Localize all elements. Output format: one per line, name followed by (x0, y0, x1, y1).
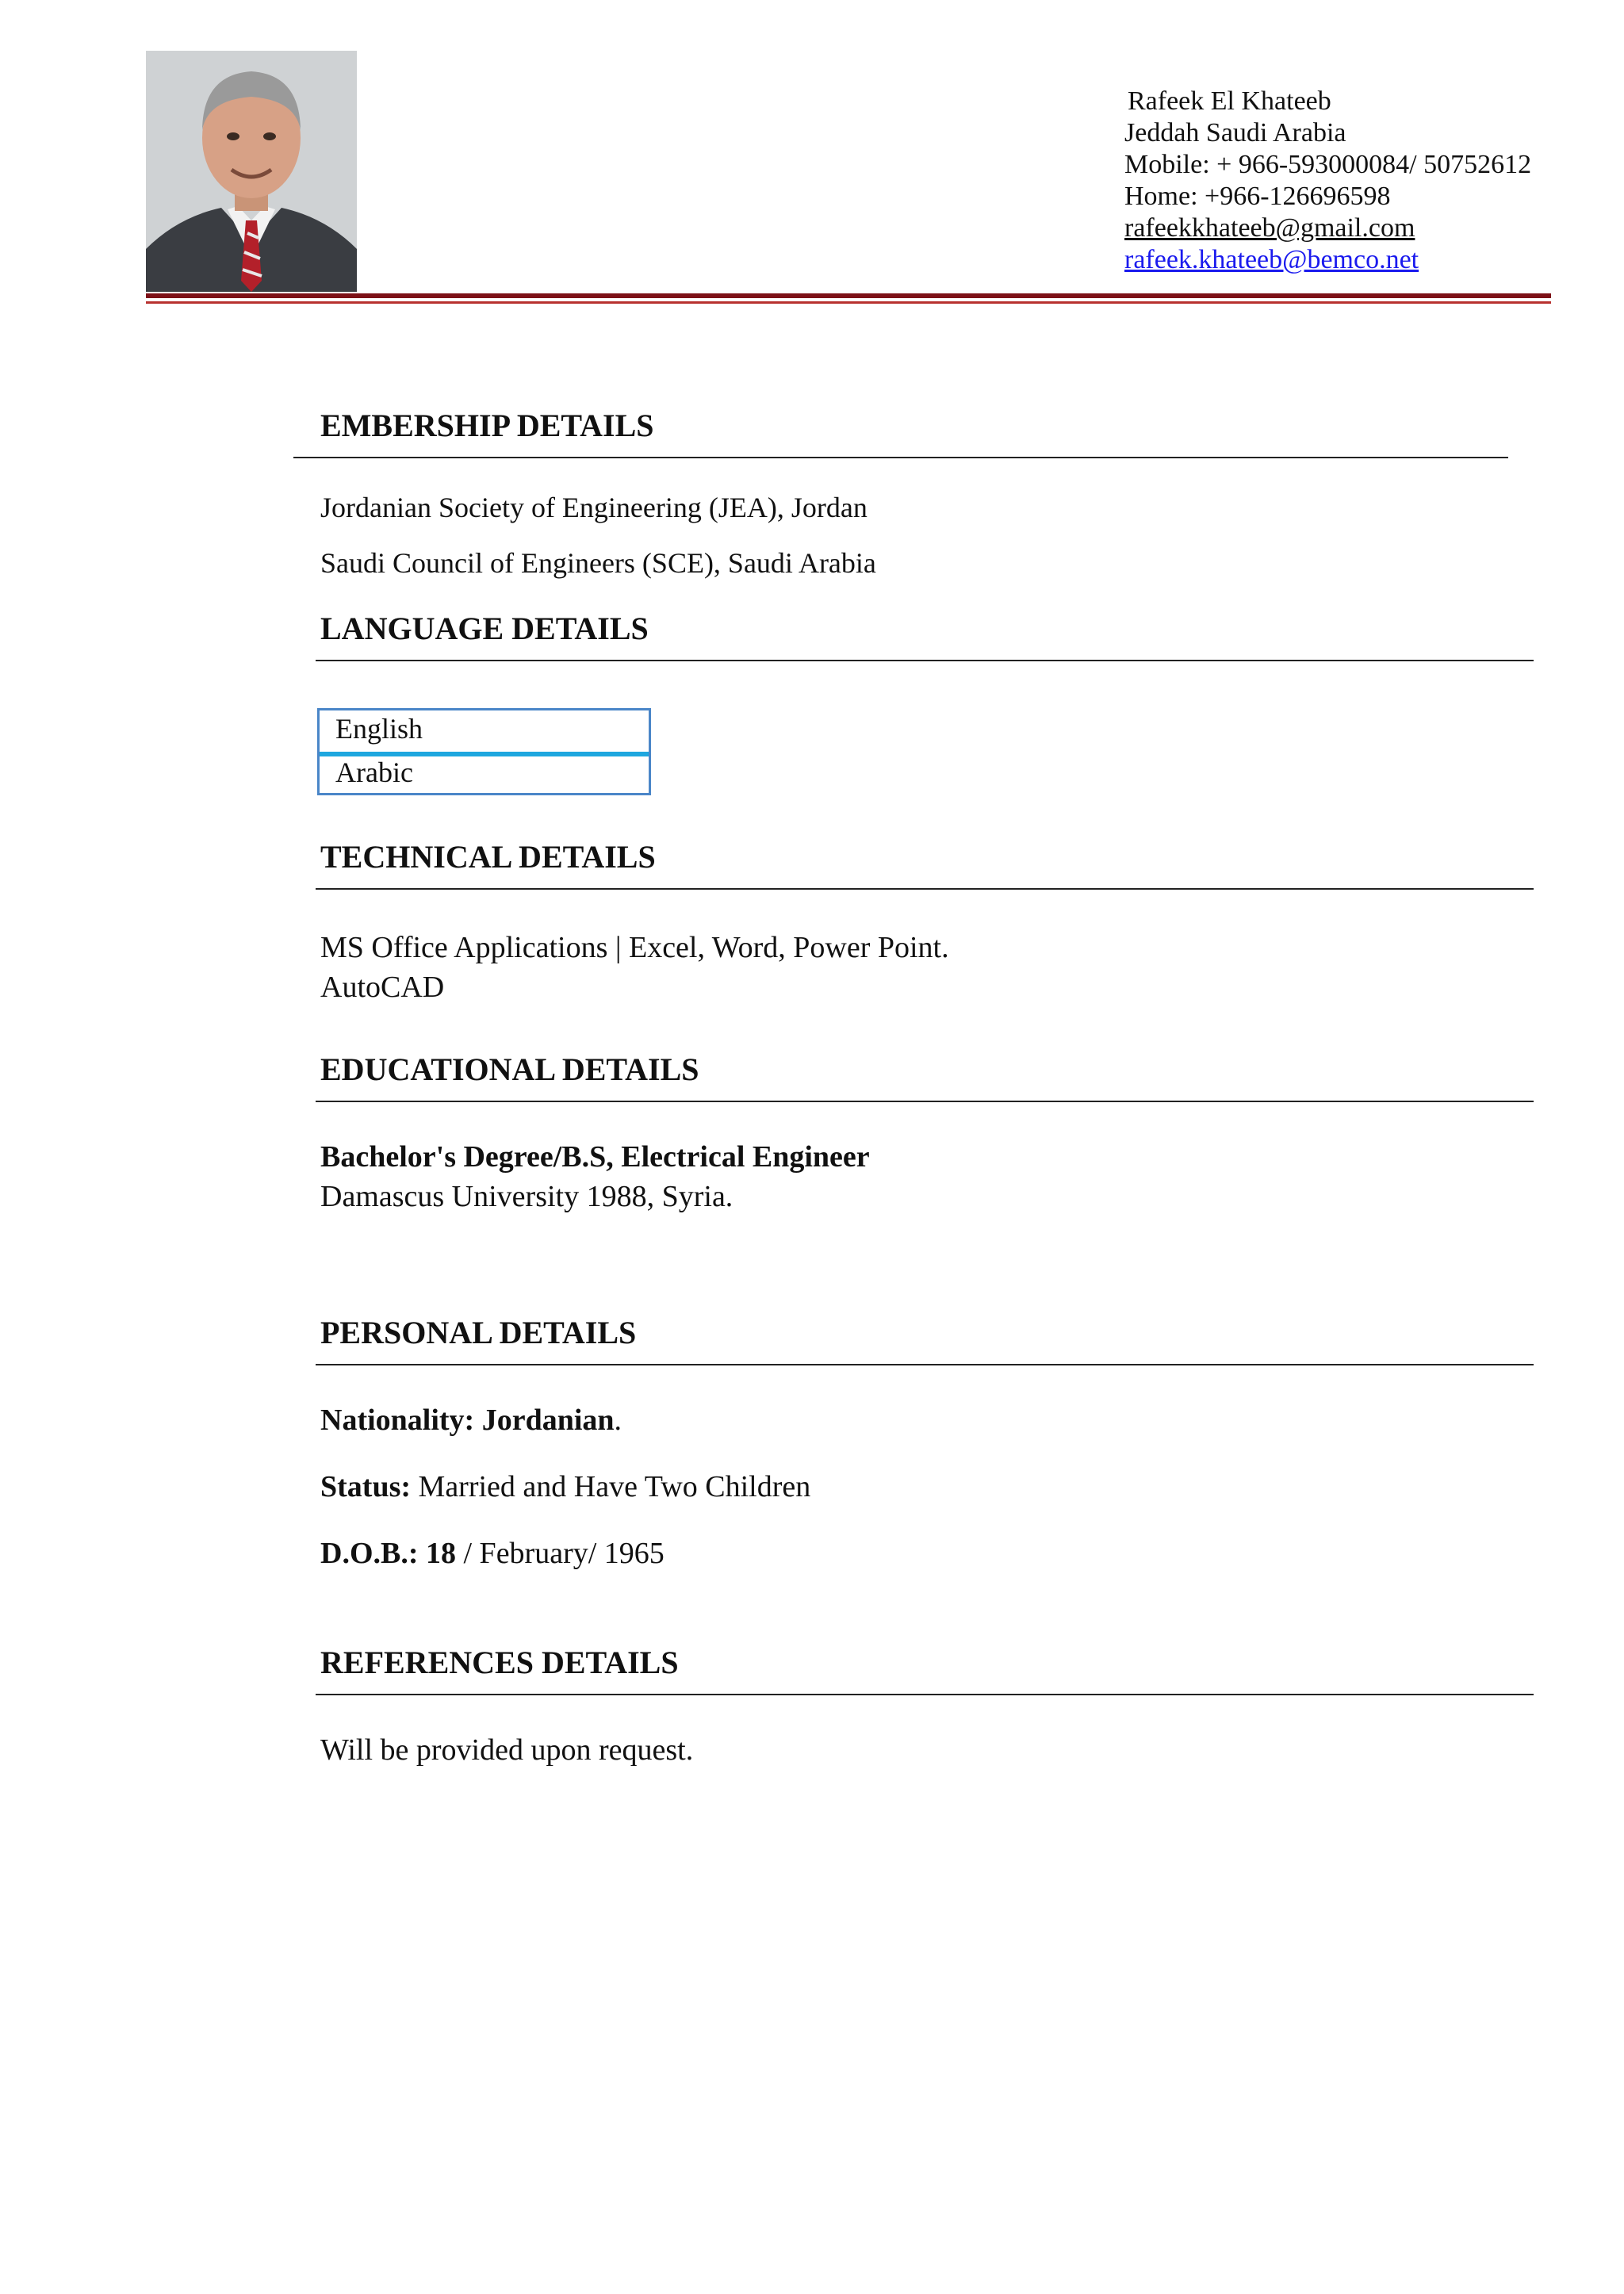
membership-item: Jordanian Society of Engineering (JEA), Jordan (320, 492, 868, 523)
status-label: Status: (320, 1470, 412, 1503)
membership-heading: EMBERSHIP DETAILS (320, 408, 654, 443)
technical-item: AutoCAD (320, 971, 445, 1004)
personal-divider (316, 1364, 1534, 1365)
membership-item: Saudi Council of Engineers (SCE), Saudi Arabia (320, 547, 876, 579)
header-rule-accent (146, 301, 1551, 304)
contact-email-personal[interactable]: rafeekkhateeb@gmail.com (1124, 213, 1415, 243)
contact-block (1124, 86, 1531, 276)
personal-nationality (320, 1400, 622, 1440)
references-text: Will be provided upon request. (320, 1733, 694, 1767)
technical-divider (316, 888, 1534, 890)
personal-heading: PERSONAL DETAILS (320, 1315, 637, 1350)
education-school: Damascus University 1988, Syria. (320, 1180, 733, 1213)
dob-value: / February/ 1965 (456, 1537, 665, 1570)
education-degree: Bachelor's Degree/B.S, Electrical Engineer (320, 1140, 870, 1174)
technical-heading: TECHNICAL DETAILS (320, 839, 656, 875)
language-item: Arabic (335, 756, 413, 788)
membership-divider (293, 457, 1508, 458)
language-item: English (335, 713, 423, 745)
contact-name: Rafeek El Khateeb (1128, 86, 1331, 116)
contact-email-work-link[interactable]: rafeek.khateeb@bemco.net (1124, 245, 1419, 274)
portrait-photo-icon (146, 51, 357, 292)
dob-label: D.O.B.: 18 (320, 1537, 456, 1570)
technical-item: MS Office Applications | Excel, Word, Power Point. (320, 931, 949, 964)
education-divider (316, 1101, 1534, 1102)
language-divider (316, 660, 1534, 661)
language-table (317, 708, 651, 795)
education-heading: EDUCATIONAL DETAILS (320, 1051, 699, 1087)
personal-dob (320, 1534, 665, 1573)
nationality-label: Nationality: Jordanian (320, 1404, 615, 1437)
language-heading: LANGUAGE DETAILS (320, 611, 649, 646)
contact-location: Jeddah Saudi Arabia (1124, 118, 1346, 147)
contact-mobile: Mobile: + 966-593000084/ 50752612 (1124, 150, 1532, 179)
status-value: Married and Have Two Children (411, 1470, 811, 1503)
contact-home-phone: Home: +966-126696598 (1124, 182, 1391, 211)
personal-status (320, 1467, 810, 1507)
nationality-suffix: . (614, 1404, 622, 1437)
references-divider (316, 1694, 1534, 1695)
references-heading: REFERENCES DETAILS (320, 1645, 679, 1680)
header-rule (146, 293, 1551, 298)
profile-photo (146, 51, 357, 292)
